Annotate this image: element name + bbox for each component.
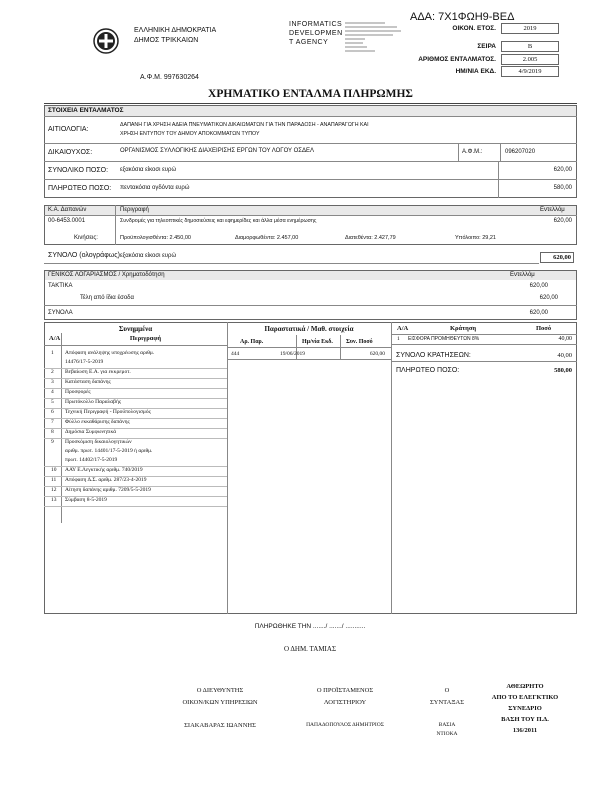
aitiologia-label: ΑΙΤΙΟΛΟΓΙΑ:: [48, 126, 89, 133]
agency-line-3: T AGENCY: [289, 39, 329, 46]
details-section-label: ΣΤΟΙΧΕΙΑ ΕΝΤΑΛΜΑΤΟΣ: [45, 106, 576, 116]
coat-of-arms-icon: [93, 28, 119, 54]
org-afm: Α.Φ.Μ. 997630264: [140, 74, 199, 81]
meta-value-series: Β: [501, 41, 559, 52]
ada-code: ΑΔΑ: 7Χ1ΦΩΗ9-ΒΕΔ: [410, 11, 515, 23]
withholdings-col-desc: Κράτηση: [450, 325, 477, 332]
kinisis-allocated: Διατεθέντα: 2.427,79: [345, 235, 396, 241]
attachment-description: Προσκόμιση δικαιολογητικών: [65, 439, 132, 445]
withholding-row-desc: ΕΙΣΦΟΡΑ ΠΡΟΜΗΘΕΥΤΩΝ 8%: [408, 336, 480, 342]
attachment-number: 4: [51, 389, 54, 395]
paid-on: ΠΛΗΡΩΘΗΚΕ ΤΗΝ ......./ ......./ ...........: [254, 623, 366, 630]
meta-label-year: ΟΙΚΟΝ. ΕΤΟΣ.: [452, 25, 496, 32]
beneficiary-label: ΔΙΚΑΙΟΥΧΟΣ:: [48, 149, 93, 156]
signature-subtitle: 136/2011: [512, 727, 538, 734]
signature-compiler: [415, 687, 479, 737]
signature-title: Ο ΠΡΟΪΣΤΑΜΕΝΟΣ: [316, 687, 374, 694]
attachment-number: 12: [51, 487, 57, 493]
expense-amount: 620,00: [553, 218, 572, 224]
signature-name: ΒΑΣΙΑ: [438, 722, 456, 728]
attachment-description: Κατάσταση δαπάνης: [65, 379, 111, 385]
signature-audit-exempt: [480, 683, 570, 734]
expense-col-amount: Εντελλόμ: [540, 207, 565, 213]
signature-subtitle: ΣΥΝΤΑΞΑΣ: [430, 699, 464, 706]
attachment-number: 3: [51, 379, 54, 385]
documents-col-no: Αρ. Παρ.: [240, 339, 264, 345]
attachment-description: ΑΑΥ Ε.Λεγκτικής αριθμ. 740/2019: [65, 467, 143, 473]
ledger-total-amount: 620,00: [529, 310, 548, 316]
signature-title: Ο ΔΙΕΥΘΥΝΤΗΣ: [196, 687, 244, 694]
attachment-number: 13: [51, 497, 57, 503]
attachment-description: Βεβαίωση Ε.Α. για εκκρεμοτ.: [65, 369, 131, 375]
withholdings-total-amount: 40,00: [557, 352, 572, 359]
total-amount-label: ΣΥΝΟΛΙΚΟ ΠΟΣΟ:: [48, 167, 109, 174]
attachment-number: 2: [51, 369, 54, 375]
attachment-description: Απόφαση Δ.Σ. αριθμ. 287/23-4-2019: [65, 477, 147, 483]
signature-subtitle: ΒΑΣΗ ΤΟΥ Π.Δ.: [501, 716, 549, 723]
attachment-description: Δημόσια Συμφωνητικά: [65, 429, 117, 435]
expense-desc: Συνδρομές για τηλεοπτικές δημοσιεύσεις και εφημερίδες και άλλα μέσα ενημέρωσης: [120, 218, 317, 224]
attachment-description: αριθμ. πρωτ. 14401/17-5-2019 ή αριθμ.: [65, 448, 153, 454]
kinisis-label: Κινήσεις:: [74, 235, 98, 241]
attachment-number: 10: [51, 467, 57, 473]
attachments-title: Συνημμένα: [118, 325, 153, 333]
signature-name: ΝΤΙΟΚΑ: [436, 731, 458, 737]
agency-line-2: DEVELOPMEN: [289, 30, 343, 37]
expense-code: 00-6453.0001: [48, 218, 86, 224]
signature-name: ΣΙΑΚΑΒΑΡΑΣ ΙΩΑΝΝΗΣ: [184, 722, 256, 729]
attachments-col-aa: Α/Α: [49, 335, 61, 342]
kinisis-remaining: Υπόλοιπο: 29,21: [455, 235, 496, 241]
expense-col-desc: Περιγραφή: [120, 207, 149, 213]
beneficiary-afm-label: Α.Φ.Μ.:: [462, 149, 483, 155]
attachment-description: Απόφαση ανάληψης υποχρέωσης αριθμ.: [65, 350, 155, 356]
general-ledger-header: ΓΕΝΙΚΟΣ ΛΟΓΑΡΙΑΣΜΟΣ / Χρηματοδότηση: [48, 272, 165, 278]
expense-col-code: Κ.Α. Δαπανών: [48, 207, 87, 213]
ledger-row-label: ΤΑΚΤΙΚΑ: [48, 283, 73, 289]
attachment-number: 1: [51, 350, 54, 356]
meta-label-series: ΣΕΙΡΑ: [477, 43, 496, 50]
withholdings-total-label: ΣΥΝΟΛΟ ΚΡΑΤΗΣΕΩΝ:: [396, 352, 471, 359]
attachment-description: Πρωτόκολλο Παραλαβής: [65, 399, 122, 405]
attachment-description: Φύλλο εκκαθάρισης δαπάνης: [65, 419, 130, 425]
attachment-description: Προσφορές: [65, 389, 91, 395]
total-amount-words: εξακόσια είκοσι ευρώ: [120, 167, 177, 173]
digital-signature-block: [345, 21, 405, 59]
attachment-number: 11: [51, 477, 57, 483]
document-row-amount: 620,00: [369, 351, 385, 357]
general-ledger-col-amount: Εντελλόμ: [510, 272, 535, 278]
meta-value-date: 4/9/2019: [501, 66, 559, 77]
beneficiary-afm-value: 096207020: [505, 149, 536, 155]
signature-name: ΠΑΠΑΔΟΠΟΥΛΟΣ ΔΗΜΗΤΡΙΟΣ: [306, 722, 384, 728]
withholdings-col-amount: Ποσό: [536, 325, 552, 332]
payable-amount-words: πεντακόσια ογδόντα ευρώ: [120, 185, 190, 191]
beneficiary-value: ΟΡΓΑΝΙΣΜΟΣ ΣΥΛΛΟΓΙΚΗΣ ΔΙΑΧΕΙΡΙΣΗΣ ΕΡΓΩΝ ΤΟΥ ΛΟΓΟΥ ΟΣΔΕΛ: [120, 148, 315, 154]
meta-value-year: 2019: [501, 23, 559, 34]
attachment-description: πρωτ. 14402/17-5-2019: [65, 457, 118, 463]
documents-col-amount: Συν. Ποσό: [346, 339, 373, 345]
documents-title: Παραστατικά / Μαθ. στοιχεία: [264, 325, 354, 333]
attachment-description: Τεχνική Περιγραφή - Προϋπολογισμός: [65, 409, 151, 415]
signature-subtitle: ΑΠΟ ΤΟ ΕΛΕΓΚΤΙΚΟ: [491, 694, 559, 701]
agency-line-1: INFORMATICS: [289, 21, 343, 28]
withholdings-payable-amount: 580,00: [554, 367, 572, 374]
expense-total-words: εξακόσια είκοσι ευρώ: [120, 253, 177, 259]
page-title: ΧΡΗΜΑΤΙΚΟ ΕΝΤΑΛΜΑ ΠΛΗΡΩΜΗΣ: [208, 88, 413, 100]
attachment-description: Σύμβαση 8-5-2019: [65, 497, 107, 503]
ledger-total-label: ΣΥΝΟΛΑ: [48, 310, 73, 316]
kinisis-formed: Διαμορφωθέντα: 2.457,00: [235, 235, 299, 241]
kinisis-budgeted: Προϋπολογισθέντα: 2.450,00: [120, 235, 191, 241]
withholding-row-aa: 1: [397, 336, 400, 342]
document-row-no: 444: [231, 351, 240, 357]
withholdings-payable-label: ΠΛΗΡΩΤΕΟ ΠΟΣΟ:: [396, 367, 460, 374]
attachments-col-desc: Περιγραφή: [129, 335, 162, 342]
signature-title: Ο: [444, 687, 450, 694]
total-amount-value: 620,00: [553, 167, 572, 173]
org-line-1: ΕΛΛΗΝΙΚΗ ΔΗΜΟΚΡΑΤΙΑ: [134, 27, 217, 34]
withholdings-col-aa: Α/Α: [397, 325, 409, 332]
documents-col-date: Ημ/νία Εκδ.: [302, 339, 333, 345]
ledger-row-amount: 620,00: [539, 295, 558, 301]
cashier-label: Ο ΔΗΜ. ΤΑΜΙΑΣ: [283, 645, 337, 653]
signature-subtitle: ΛΟΓΙΣΤΗΡΙΟΥ: [323, 699, 367, 706]
org-line-2: ΔΗΜΟΣ ΤΡΙΚΚΑΙΩΝ: [134, 37, 199, 44]
expense-total-amount: 620,00: [540, 252, 574, 263]
meta-label-number: ΑΡΙΘΜΟΣ ΕΝΤΑΛΜΑΤΟΣ.: [418, 56, 496, 63]
ledger-row-amount: 620,00: [529, 283, 548, 289]
signature-subtitle: ΣΥΝΕΔΡΙΟ: [508, 705, 542, 712]
document-row-date: 19/06/2019: [280, 351, 306, 357]
aitiologia-line-1: ΔΑΠΑΝΗ ΓΙΑ ΧΡΗΣΗ ΑΔΕΙΑ ΠΝΕΥΜΑΤΙΚΩΝ ΔΙΚΑΙΩΜΑΤΩΝ ΓΙΑ ΤΗΝ ΠΑΡΑΔΟΣΗ - ΑΝΑΠΑΡΑΓΩΓΗ ΚΑΙ: [120, 122, 369, 128]
signature-head-accounting: [290, 687, 400, 728]
signature-subtitle: ΟΙΚΟΝ/ΚΩΝ ΥΠΗΡΕΣΙΩΝ: [182, 699, 258, 706]
attachment-number: 9: [51, 439, 54, 445]
signature-director: [170, 687, 270, 729]
ledger-row-label: Τέλη από ίδια έσοδα: [80, 295, 134, 301]
meta-label-date: ΗΜ/ΝΙΑ ΕΚΔ.: [455, 68, 496, 75]
attachment-number: 7: [51, 419, 54, 425]
attachment-number: 8: [51, 429, 54, 435]
attachment-number: 5: [51, 399, 54, 405]
payable-amount-label: ΠΛΗΡΩΤΕΟ ΠΟΣΟ:: [48, 185, 112, 192]
aitiologia-line-2: ΧΡΗΣΗ ΕΝΤΥΠΟΥ ΤΟΥ ΔΗΜΟΥ ΑΠΟΚΟΜΜΑΤΩΝ ΤΥΠΟΥ: [120, 131, 260, 137]
withholding-row-amount: 40,00: [558, 336, 572, 342]
attachment-description: Αίτηση δαπάνης αριθμ. 7209/5-5-2019: [65, 487, 151, 493]
attachment-number: 6: [51, 409, 54, 415]
attachment-description: 14476/17-5-2019: [65, 359, 104, 365]
expense-total-label: ΣΥΝΟΛΟ (ολογράφως): [48, 252, 120, 259]
signature-title: ΑΘΕΩΡΗΤΟ: [506, 683, 544, 690]
meta-value-number: 2.005: [501, 54, 559, 65]
payable-amount-value: 580,00: [553, 185, 572, 191]
